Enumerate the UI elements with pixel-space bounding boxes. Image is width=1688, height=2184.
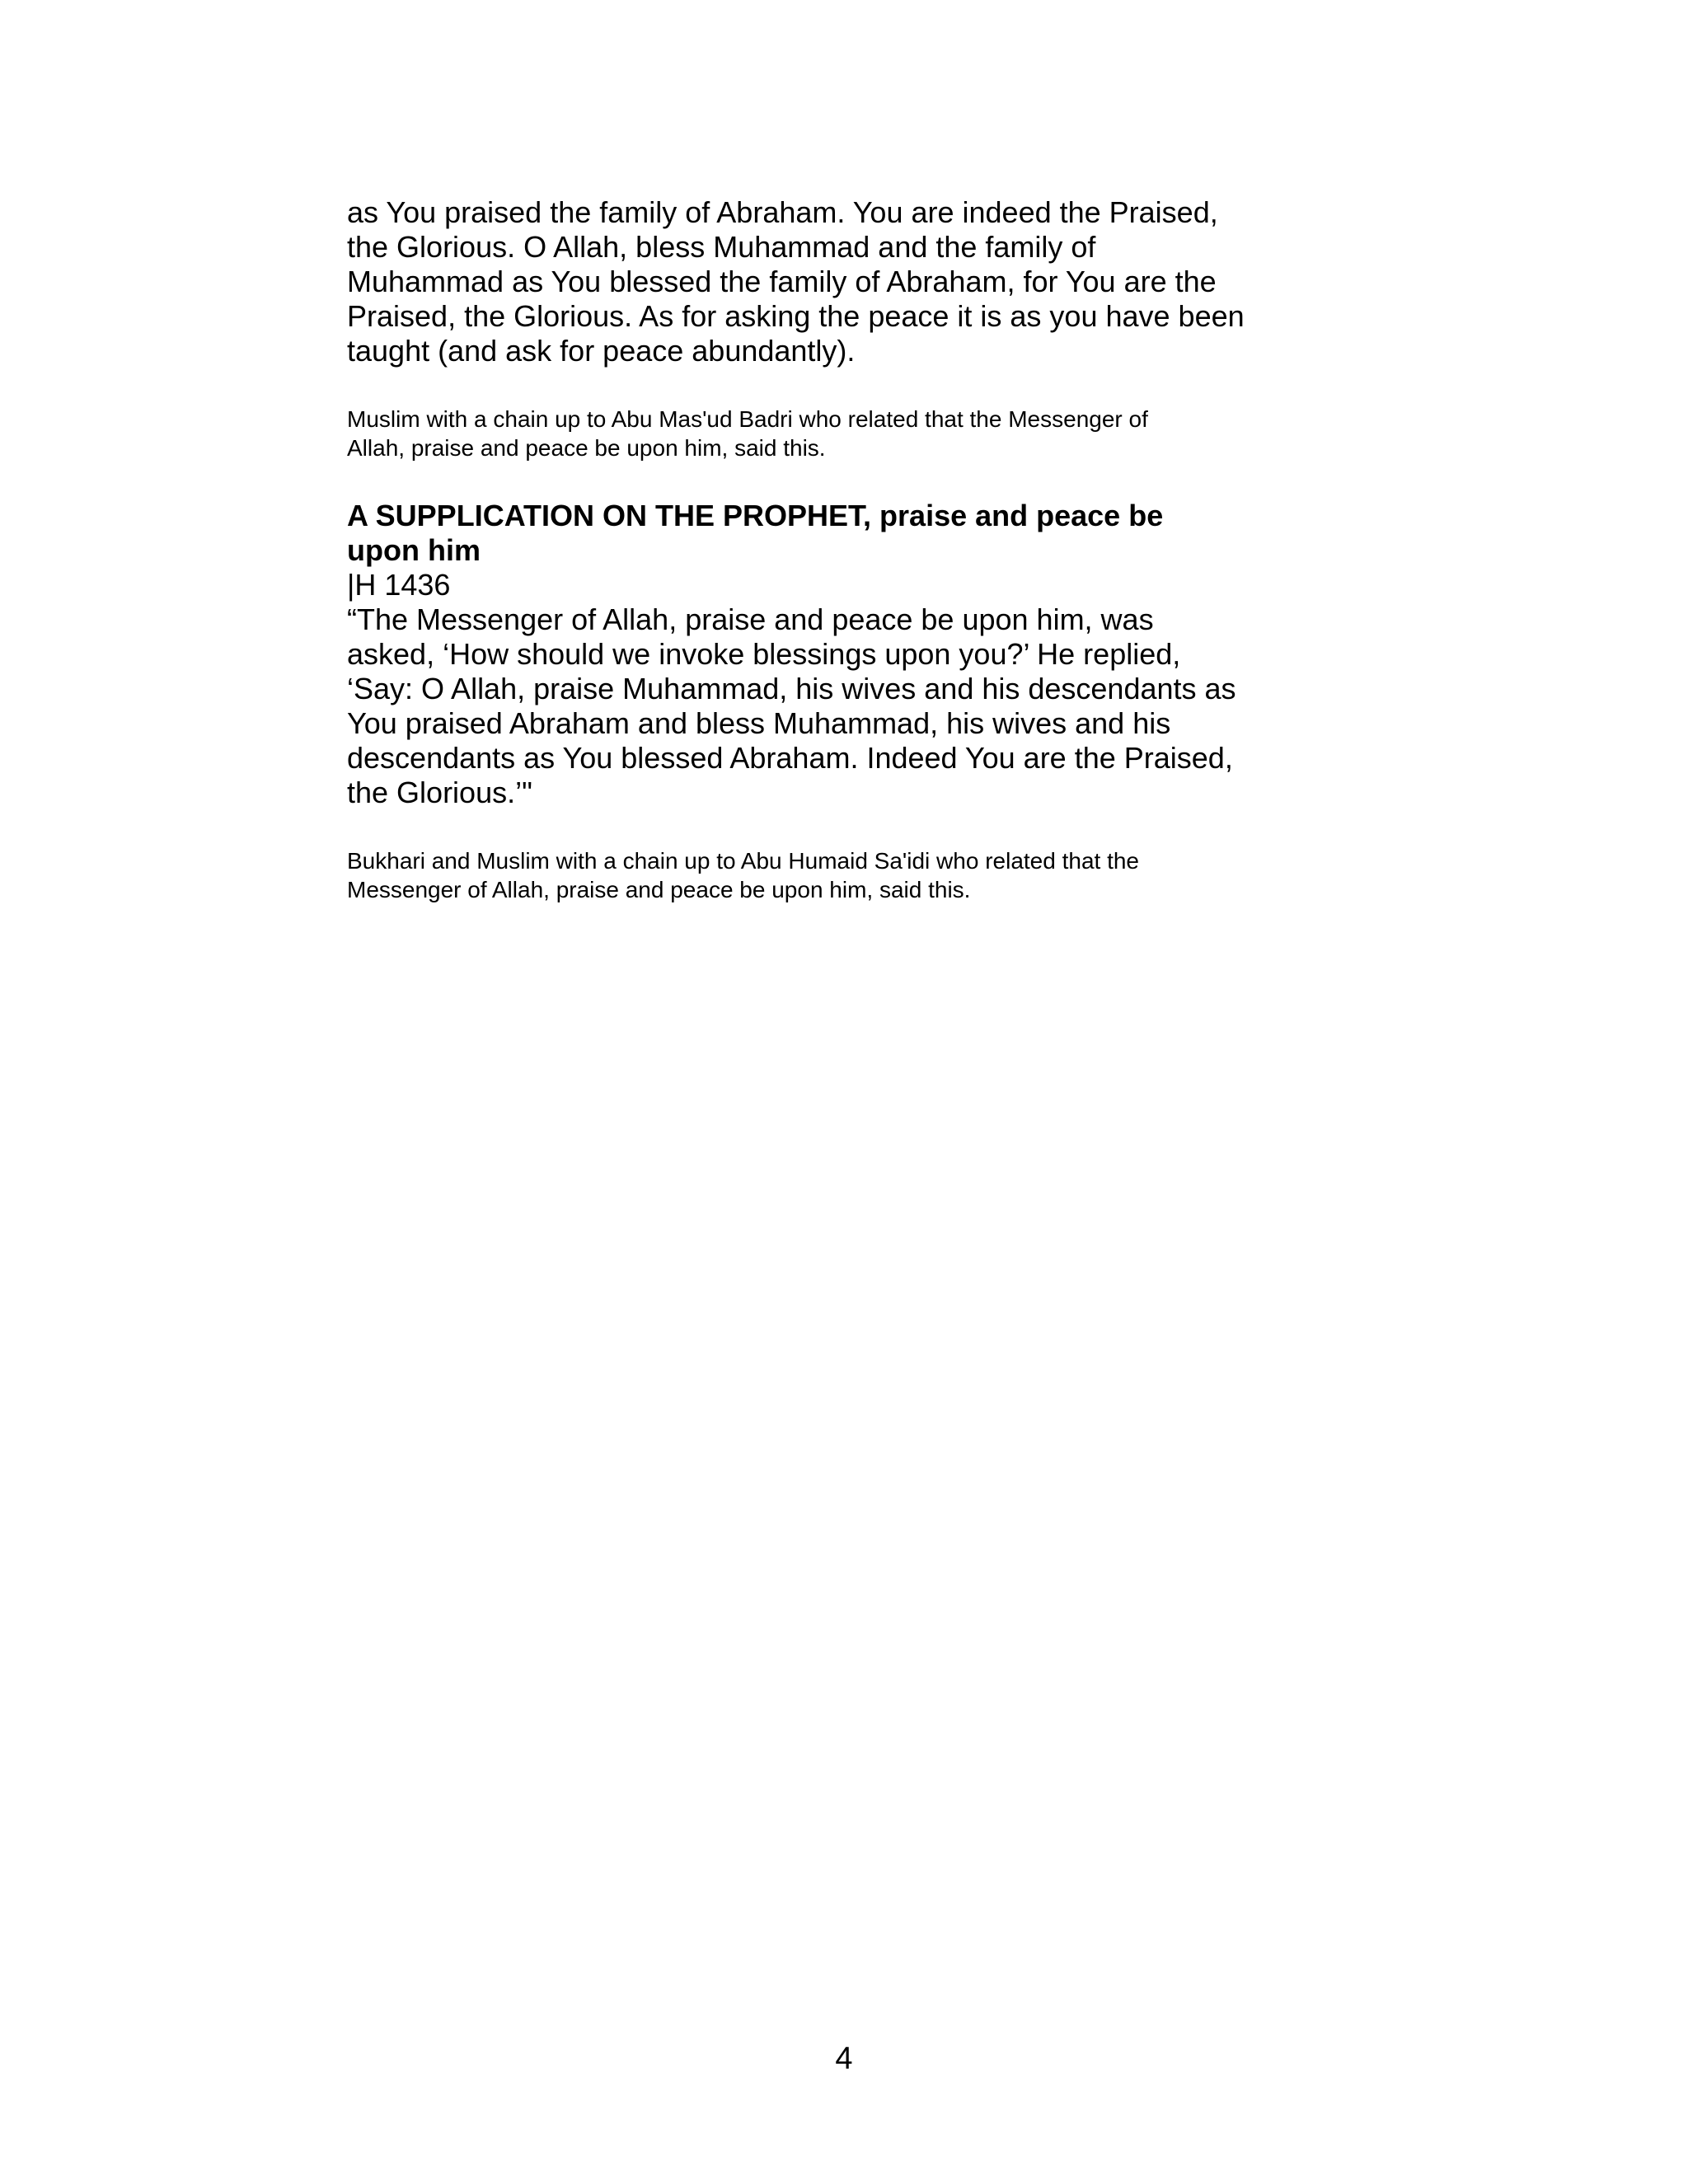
source-citation: Muslim with a chain up to Abu Mas'ud Badri who related that the Messenger of Allah, praise and peace be upon him, said this. xyxy=(347,406,1148,461)
body-paragraph: “The Messenger of Allah, praise and peace be upon him, was asked, ‘How should we invoke blessings upon you?’ He replied, ‘Say: O Allah, praise Muhammad, his wives and his descendants as You praised Abraham and bless Muhammad, his wives and his descendants as You blessed Abraham. Indeed You are the Praised, the Glorious.’" xyxy=(347,602,1236,809)
hadith-reference: |H 1436 xyxy=(347,568,451,602)
body-paragraph: as You praised the family of Abraham. You are indeed the Praised, the Glorious. O Allah, bless Muhammad and the family of Muhammad as You blessed the family of Abraham, for You are the Praised, the Glorious. As for asking the peace it is as you have been taught (and ask for peace abundantly). xyxy=(347,195,1245,368)
page-content xyxy=(347,195,1287,904)
page-number: 4 xyxy=(835,2041,853,2076)
section-heading: A SUPPLICATION ON THE PROPHET, praise and peace be upon him xyxy=(347,499,1164,567)
source-citation: Bukhari and Muslim with a chain up to Abu Humaid Sa'idi who related that the Messenger of Allah, praise and peace be upon him, said this. xyxy=(347,848,1139,902)
